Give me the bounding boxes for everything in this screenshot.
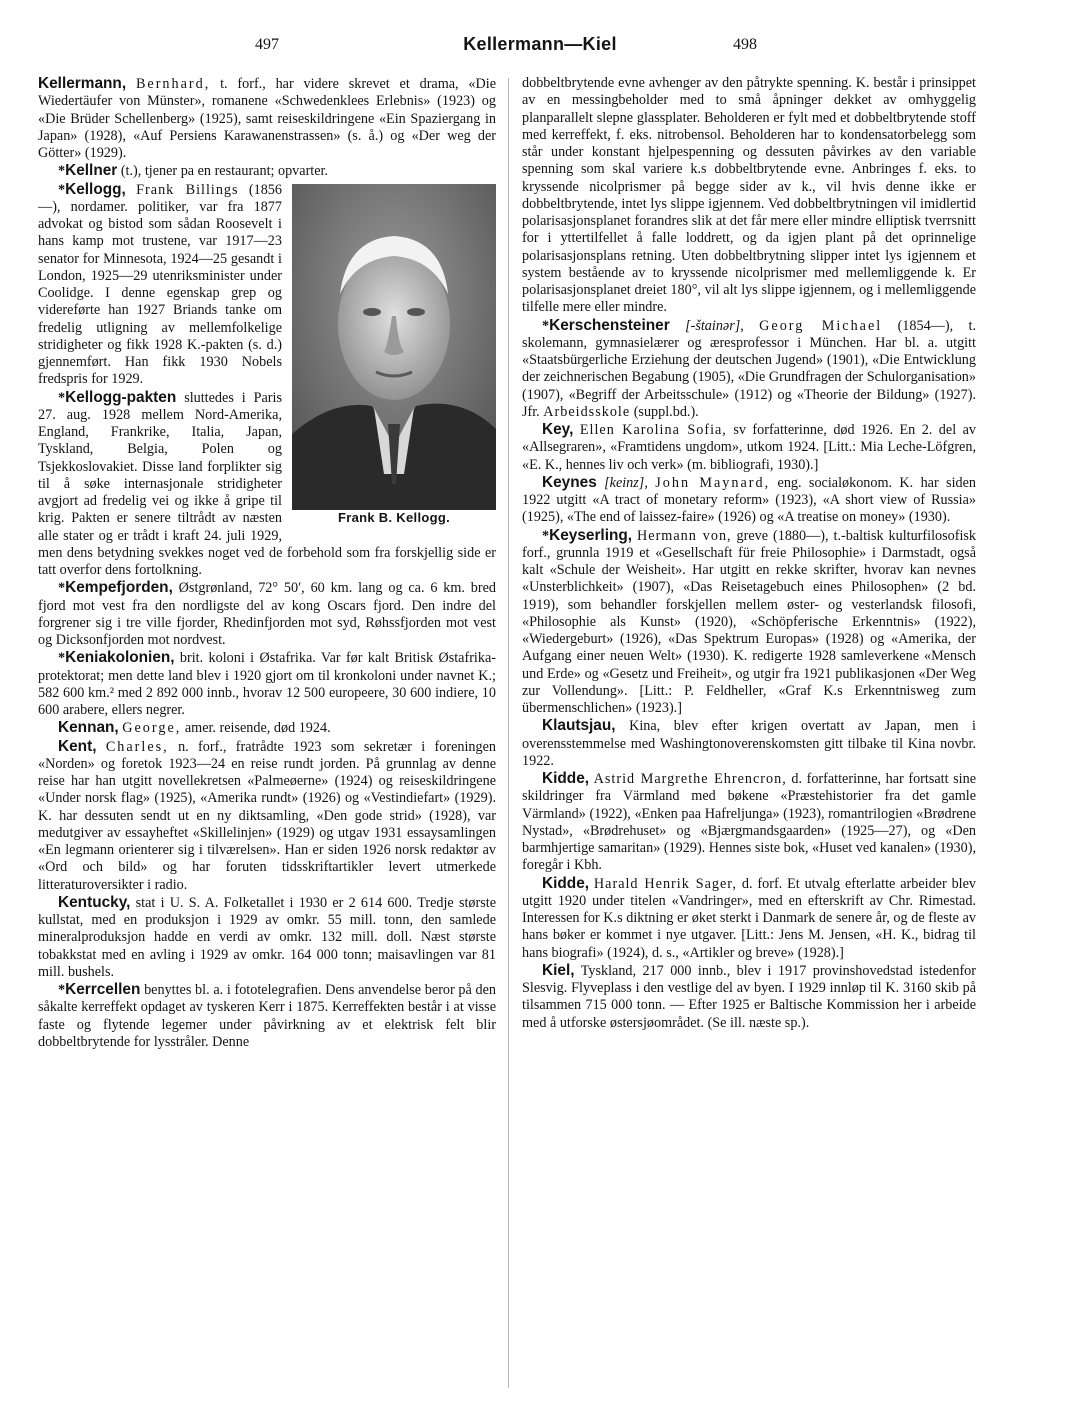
headword: Kiel, bbox=[542, 961, 575, 979]
pronunciation: [-štainər], bbox=[685, 317, 744, 334]
portrait-figure bbox=[292, 184, 496, 527]
right-page-number: 498 bbox=[733, 36, 757, 53]
headword: Kidde, bbox=[542, 874, 590, 892]
entry-text: d. forf. Et utvalg efterlatte arbeider blev utgitt 1920 under titelen «Vandringer», med en efterskrift av Chr. Rimestad. Interessen for K.s diktning er øket sterkt i Danmark de senere år, og de fleste av hans bøker er kommet i nye utgaver. [Litt.: Jens M. Jensen, «H. K., bidrag til hans biografi» (1924), d. s., «Artikler og breve» (1928).] bbox=[522, 875, 976, 961]
entry-kerrcellen: *Kerrcellen benyttes bl. a. i fototelegrafien. Dens anvendelse beror på den såkalte kerreffekt opdaget av tyskeren Kerr i 1875. Kerreffekten består i at visse faste og flytende legemer under påvirkning av et elektrisk felt blir dobbeltbrytende for lysstråler. Denne bbox=[38, 981, 496, 1050]
entry-kennan bbox=[38, 719, 496, 737]
entry-text: stat i U. S. A. Folketallet i 1930 er 2 614 600. Tredje største kullstat, med en produksjon i 1929 av omkr. 55 mill. tonn, den samlede mineralproduksjon hadde en verdi av omkr. 132 mill. doll. Næst største tobakkstat med en avling i 1929 av omkr. 164 000 tonn; maisavlingen var 81 mill. bushels. bbox=[38, 894, 496, 980]
headword: Kellogg, bbox=[65, 180, 126, 198]
headword: Keynes bbox=[542, 473, 597, 491]
entry-name: George, bbox=[122, 720, 182, 737]
entry-text: sv forfatterinne, død 1926. En 2. del av «Allsegraren», «Framtidens ungdom», utkom 1924. [Litt.: Mia Leche-Löfgren, «E. K., hennes liv och verk» (m. bibliografi, 1930).] bbox=[522, 422, 976, 473]
headword: Keniakolonien, bbox=[65, 649, 175, 667]
headword: Keyserling, bbox=[549, 526, 633, 544]
entry-keyserling: *Keyserling, Hermann von, greve (1880—), t.-baltisk kulturfilosofisk forf., grunnla 1919 et «Gesellschaft für freie Philosophie» i Darmstadt, også kalt «Schule der Weisheit». Har utgitt en rekke skrifter, hvorav kan nevnes «Unsterblichkeit» (1907), «Das Reisetagebuch eines Philosophen» (2 bd. 1919), som behandler forskjellen mellem øster- og vesterlandsk filosofi, «Philosophie als Kunst» (1920), «Schöpferische Erkenntnis» (1922), «Wiedergeburt» (1926), «Das Spektrum Europas» (1928) og «Amerika, der Aufgang einer neuen Welt» (1930). K. redigerte 1928 samleverkene «Mensch und Erde» og «Gesetz und Freiheit», og utgir fra 1921 publikasjonen «Der Weg zur Vollendung». [Litt.: P. Feldheller, «Graf K.s Erkenntnisweg zum übermenschlichen» (1923).] bbox=[522, 526, 976, 716]
entry-name: John Maynard, bbox=[655, 474, 771, 491]
entry-text: n. forf., fratrådte 1923 som sekretær i foreningen «Norden» og foretok 1923—24 en reise rundt jorden. På grunnlag av denne reise har han utgitt novellekretsen «Palmeøerne» (1924) og reiseskildringene «Under norsk flag» (1925), «Amerika rundt» (1926) og «Vestindiefart» (1929). K. har dessuten sendt ut en ny diktsamling, «Den gode strid» (1928), var medutgiver av essayheftet «Skillelinjen» (1929) og utgav 1931 essaysamlingen «En legmann orienterer sig i tilværelsen». Han er siden 1926 norsk redaktør av «Ord och bild» og har foruten tidsskriftartikler levert utmerkede litteraturoversikter i radio. bbox=[38, 738, 496, 893]
headword: Klautsjau, bbox=[542, 717, 616, 735]
entry-name: Frank Billings bbox=[136, 181, 239, 198]
portrait-caption: Frank B. Kellogg. bbox=[337, 509, 450, 525]
left-page-number: 497 bbox=[255, 36, 279, 53]
entry-kent bbox=[38, 738, 496, 894]
right-column bbox=[522, 75, 976, 1410]
entry-keniakolonien: *Keniakolonien, brit. koloni i Østafrika. Var før kalt Britisk Østafrika-protektorat; men dette land blev i 1920 gjort om til kronkoloni under navnet K.; 582 600 km.² med 2 892 000 innb., hvorav 12 500 europeere, 30 600 indiere, 10 600 arabere, ellers negrer. bbox=[38, 649, 496, 718]
headword: Kellner bbox=[65, 162, 118, 180]
entry-text: (t.), tjener pa en restaurant; opvarter. bbox=[117, 163, 329, 180]
headword: Kidde, bbox=[542, 770, 590, 787]
entry-text: Kina, blev efter krigen overtatt av Japan, men i overensstemmelse med Washingtonoverenskomsten gitt tilbake til Kina novbr. 1922. bbox=[522, 718, 976, 769]
headword: Kerrcellen bbox=[65, 981, 141, 998]
pronunciation: [keinz], bbox=[604, 474, 648, 491]
headword: Key, bbox=[542, 421, 574, 438]
entry-text: greve (1880—), t.-baltisk kulturfilosofisk forf., grunnla 1919 et «Gesellschaft für freie Philosophie» i Darmstadt, også kalt «Schule der Weisheit». Har utgitt en rekke skrifter, hvorav kan nevnes «Unsterblichkeit» (1907), «Das Reisetagebuch eines Philosophen» (2 bd. 1919), som behandler forskjellen mellem øster- og vesterlandsk filosofi, «Philosophie als Kunst» (1920), «Schöpferische Erkenntnis» (1922), «Wiedergeburt» (1926), «Das Spektrum Europas» (1928) og «Amerika, der Aufgang einer neuen Welt» (1930). K. redigerte 1928 samleverkene «Mensch und Erde» og «Gesetz und Freiheit», og utgir fra 1921 publikasjonen «Der Weg zur Vollendung». [Litt.: P. Feldheller, «Graf K.s Erkenntnisweg zum übermenschlichen» (1923).] bbox=[522, 527, 976, 716]
entry-text: (1854—), t. skolemann, gymnasielærer og æresprofessor i München. Har bl. a. utgitt «Staatsbürgerliche Erziehung der deutschen Jugend» (1901), «Die Entwicklung der zeichnerischen Begabung (1905), «Die Grundfragen der Schulorganisation» (1907), «Begriff der Arbeitsschule» (1912) og «Theorie der Bildung» (1927). Jfr. bbox=[522, 317, 976, 420]
page-header bbox=[0, 36, 1080, 60]
entry-name: Hermann von, bbox=[637, 527, 732, 544]
entry-name: Charles, bbox=[105, 738, 169, 755]
headword: Kent, bbox=[58, 737, 97, 755]
headword: Kellermann, bbox=[38, 75, 127, 92]
running-head: Kellermann—Kiel bbox=[463, 34, 617, 54]
entry-kidde-astrid bbox=[522, 770, 976, 875]
entry-text: amer. reisende, død 1924. bbox=[181, 720, 331, 737]
entry-kellner: *Kellner (t.), tjener pa en restaurant; opvarter. bbox=[58, 162, 329, 180]
left-column bbox=[38, 75, 496, 1410]
entry-text: (1856—), nordamer. politiker, var fra 1877 advokat og bistod som sådan Roosevelt i hans kamp mot trustene, var 1917—23 senator for Minnesota, 1924—25 gesandt i London, 1925—29 utenriksminister under Coolidge. I denne egenskap grep og videreførte han 1927 Briands tanke om fredelig utligning av mellemfolkelige stridigheter og fikk 1928 K.-pakten (s. d.) gjennemført. Han fikk 1930 Nobels fredspris for 1929. bbox=[38, 181, 282, 388]
headword: Kempefjorden, bbox=[65, 579, 173, 597]
entry-keynes bbox=[522, 474, 976, 527]
entry-text: Tyskland, 217 000 innb., blev i 1917 provinshovedstad istedenfor Slesvig. Flyveplass i den vestlige del av byen. I 1929 innløp til K. 3160 skib på tilsammen 715 000 tonn. — Efter 1925 er Baltische Kommission her i arbeide med å utforske østersjøområdet. (Se ill. næste sp.). bbox=[522, 962, 976, 1031]
entry-kellermann bbox=[38, 75, 496, 162]
headword: Kentucky, bbox=[58, 893, 131, 911]
entry-key bbox=[522, 421, 976, 474]
entry-name: Astrid Margrethe Ehrencron, bbox=[593, 771, 787, 787]
entry-name: Harald Henrik Sager, bbox=[593, 875, 737, 892]
headword: Kennan, bbox=[58, 719, 119, 737]
entry-name: Ellen Karolina Sofia, bbox=[579, 422, 727, 438]
entry-text: benyttes bl. a. i fototelegrafien. Dens anvendelse beror på den såkalte kerreffekt opdaget av tyskeren Kerr i 1875. Kerreffekten består i at visse faste og flytende legemer under påvirkning av et elektrisk felt blir dobbeltbrytende for lysstråler. Denne bbox=[38, 982, 496, 1050]
headword: Kerschensteiner bbox=[549, 316, 670, 334]
entry-text: t. forf., har videre skrevet et drama, «Die Wiedertäufer von Münster», romanene «Schwedenklees Erlebnis» (1923) og «Die Brüder Schellenberg» (1925), samt reiseskildringene «Ein Spaziergang in Japan» (1928), «Auf Persiens Karawanenstrassen» (s. å.) og «Der weg der Götter» (1929). bbox=[38, 76, 496, 161]
entry-text-tail: (suppl.bd.). bbox=[630, 403, 699, 420]
entry-text: Østgrønland, 72° 50′, 60 km. lang og ca. 6 km. bred fjord mot vest fra den nordligste del av kong Oscars fjord. Den indre del forgrener sig i tre ville fjorder, Rhedinfjorden mot syd, Røhssfjorden mot vest og Dicksonfjorden mot nordvest. bbox=[38, 580, 496, 648]
entry-kerschensteiner: *Kerschensteiner [-štainər], Georg Michael (1854—), t. skolemann, gymnasielærer og æresprofessor i München. Har bl. a. utgitt «Staatsbürgerliche Erziehung der deutschen Jugend» (1901), «Die Entwicklung der zeichnerischen Begabung (1905), «Die Grundfragen der Schulorganisation» (1907), «Begriff der Arbeitsschule» (1912) og «Theorie der Bildung» (1927). Jfr. Arbeidsskole (suppl.bd.). bbox=[522, 316, 976, 420]
entry-kempefjorden: *Kempefjorden, Østgrønland, 72° 50′, 60 km. lang og ca. 6 km. bred fjord mot vest fra den nordligste del av kong Oscars fjord. Den indre del forgrener sig i tre ville fjorder, Rhedinfjorden mot syd, Røhssfjorden mot vest og Dicksonfjorden mot nordvest. bbox=[38, 579, 496, 648]
column-divider bbox=[508, 78, 509, 1388]
entry-kentucky bbox=[38, 894, 496, 981]
entry-text: d. forfatterinne, har fortsatt sine skildringer fra Värmland med bøkene «Præstehistorier fra det gamle Värmland» (1922), «Enken paa Hafreljunga» (1923), romantrilogien «Brødrene Nystad», «Brødrehuset» og «Bjærgmandsgaarden» (1925—27), og «Den barmhjertige samaritan» (1929). Hennes siste bok, «Huset ved kanalen» (1930), foregår i Kbh. bbox=[522, 771, 976, 874]
entry-klautsjau bbox=[522, 717, 976, 770]
entry-kellogg: *Kellogg, Frank Billings Frank B. Kellogg. (1856—), nordamer. politiker, var fra 1877 advokat og bistod som sådan Roosevelt i hans kamp mot trustene, var 1917—23 senator for Minnesota, 1924—25 gesandt i London, 1925—29 utenriksminister under Coolidge. I denne egenskap grep og videreførte han 1927 Briands tanke om fredelig utligning av mellemfolkelige stridigheter og fikk 1928 K.-pakten (s. d.) gjennemført. Han fikk 1930 Nobels fredspris for 1929. bbox=[38, 181, 496, 389]
entry-name: Bernhard, bbox=[135, 76, 211, 92]
entry-text: sluttedes i Paris 27. aug. 1928 mellem Nord-Amerika, England, Frankrike, Italia, Japan, Tyskland, Belgia, Polen og Tsjekkoslovakiet. Disse land forplikter sig til å søke internasjonale stridigheter avgjort ad fredelig vei og ikke å gripe til krig. Pakten er senere tiltrådt av næsten alle stater og er trådt i kraft 24. juli 1929, men dens betydning svekkes noget ved de forbehold som fra forskjellig side er tatt overfor dens fortolkning. bbox=[38, 389, 496, 578]
portrait-photo bbox=[292, 184, 496, 510]
entry-kerrcellen-continued: dobbeltbrytende evne avhenger av den påtrykte spenning. K. består i prinsippet av en messingbeholder med to små åpninger dekket av omhyggelig planparallelt slepne glassplater. Beholderen er fylt med et dobbeltbrytende stoff med kerreffekt, f. eks. nitrobensol. Beholderen har to kondensatorbelegg som står under konstant hjelpespenning og dessuten påvirkes av den variable spenning som skal variere k.s dobbeltbrytende evne. Anbringes f. eks. to kryssende nicolprismer på begge sider av k., vil hvis denne ikke er dobbeltbrytende, intet lys slippe igjennem. Ved dobbeltbrytningen vil imidlertid polarisasjonsplanet forandres slik at det får mere eller mindre elliptisk tverrsnitt for i yttertilfellet å falle loddrett, og da igjen plant på det oprinnelige polarisasjonsplans retning. Uten dobbeltbrytning slipper intet lys igjennem et system bestående av to kryssende nicolprismer med mellemliggende k. Er polarisasjonsplanet dreiet 180°, vil alt lys slippe igjennem, og i mellemliggende tilfelle mere eller mindre. bbox=[522, 75, 976, 316]
entry-text: eng. socialøkonom. K. har siden 1922 utgitt «A tract of monetary reform» (1923), «A short view of Russia» (1925), «The end of laissez-faire» (1926) og «A treatise on money» (1930). bbox=[522, 474, 976, 526]
entry-kidde-harald bbox=[522, 875, 976, 962]
cross-reference: Arbeidsskole bbox=[543, 403, 631, 420]
entry-kiel bbox=[522, 962, 976, 1032]
headword: Kellogg-pakten bbox=[65, 388, 177, 406]
entry-kellogg-pakten: *Kellogg-pakten sluttedes i Paris 27. aug. 1928 mellem Nord-Amerika, England, Frankrike, Italia, Japan, Tyskland, Belgia, Polen og Tsjekkoslovakiet. Disse land forplikter sig til å søke internasjonale stridigheter avgjort ad fredelig vei og ikke å gripe til krig. Pakten er senere tiltrådt av næsten alle stater og er trådt i kraft 24. juli 1929, men dens betydning svekkes noget ved de forbehold som fra forskjellig side er tatt overfor dens fortolkning. bbox=[38, 388, 496, 578]
entry-text: brit. koloni i Østafrika. Var før kalt Britisk Østafrika-protektorat; men dette land blev i 1920 gjort om til kronkoloni under navnet K.; 582 600 km.² med 2 892 000 innb., hvorav 12 500 europeere, 30 600 indiere, 10 600 arabere, ellers negrer. bbox=[38, 650, 496, 718]
entry-name: Georg Michael bbox=[759, 317, 883, 334]
